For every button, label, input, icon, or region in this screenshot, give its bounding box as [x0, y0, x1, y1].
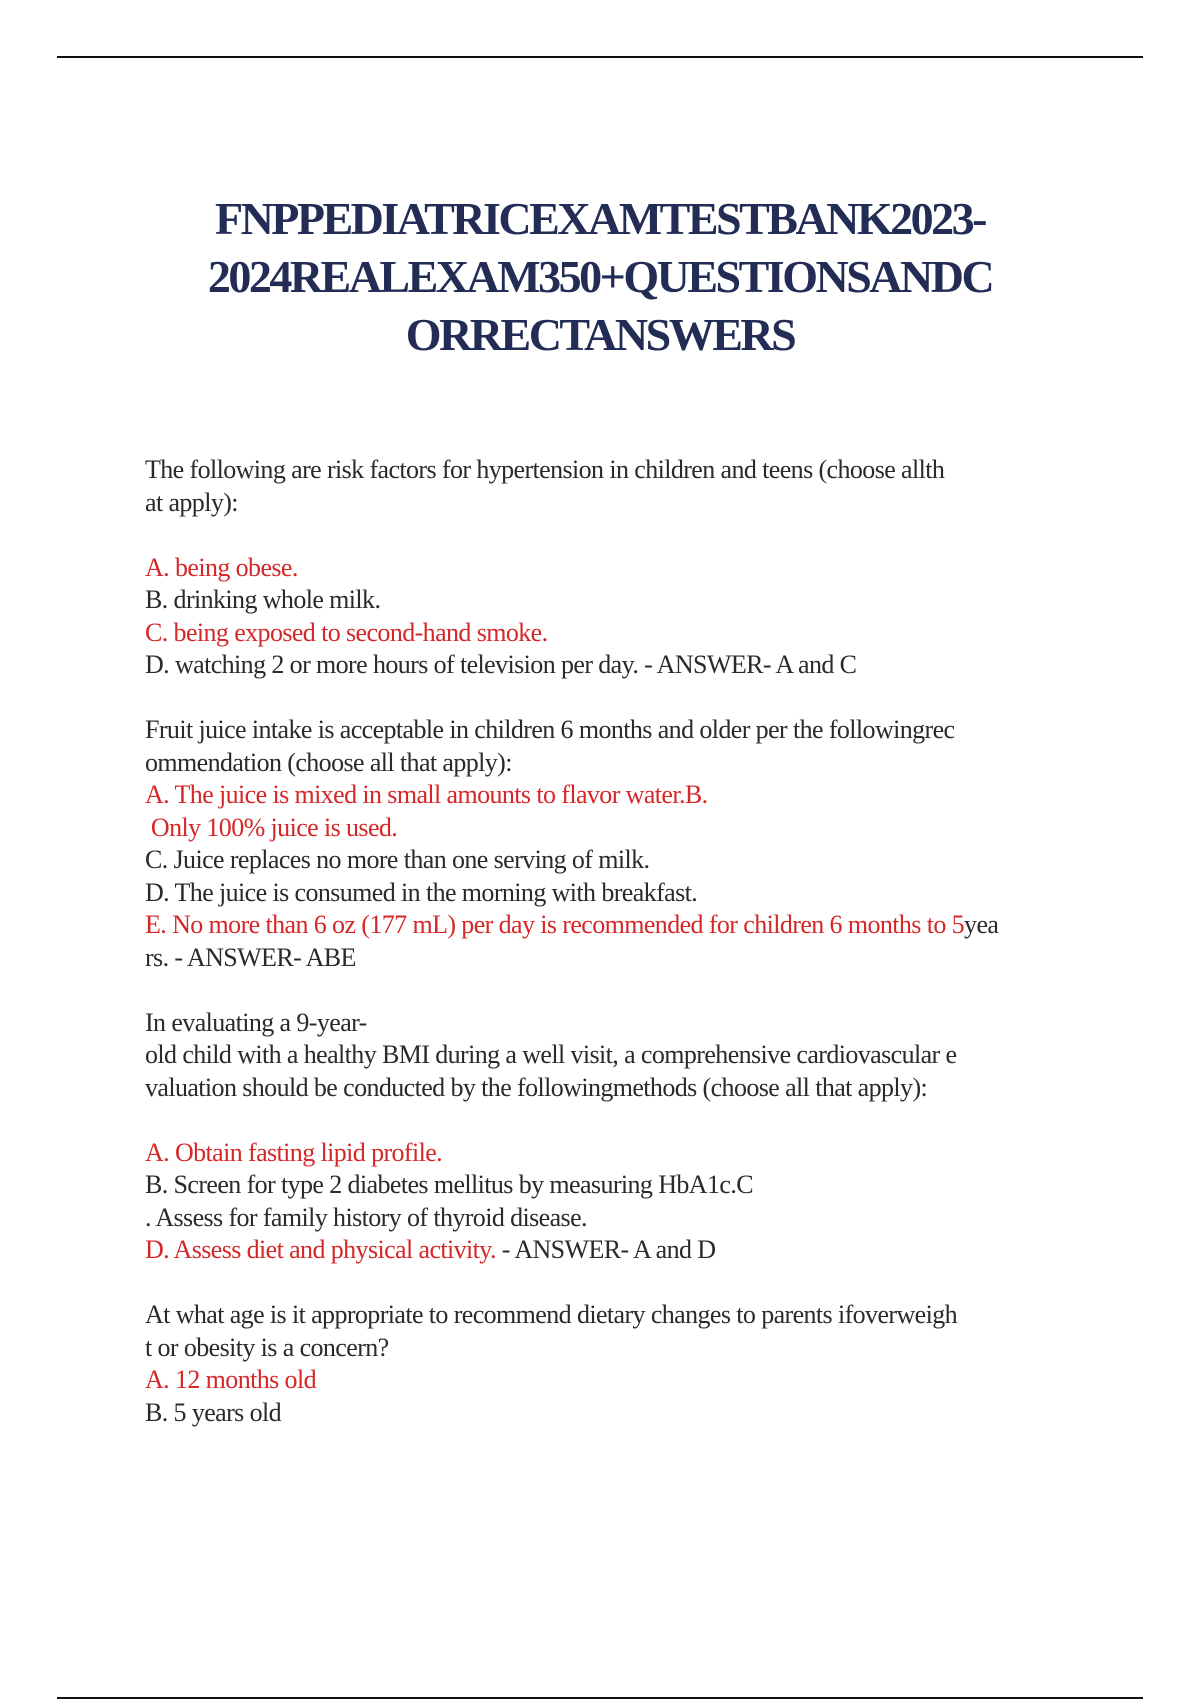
- title-line-2: 2024REALEXAM350+QUESTIONSANDC: [207, 251, 993, 302]
- q4-stem-line-2: t or obesity is a concern?: [145, 1332, 389, 1362]
- question-2: [145, 714, 1085, 974]
- q1-option-b: B. drinking whole milk.: [145, 585, 381, 614]
- q4-option-a: A. 12 months old: [145, 1365, 316, 1394]
- page-title: [100, 190, 1100, 364]
- q3-stem-line-2: old child with a healthy BMI during a well visit, a comprehensive cardiovascular e: [145, 1040, 957, 1069]
- q2-option-e: [145, 909, 1085, 942]
- q2-option-e-text: E. No more than 6 oz (177 mL) per day is recommended for children 6 months to 5: [145, 910, 965, 939]
- q3-stem-line-3: valuation should be conducted by the followingmethods (choose all that apply):: [145, 1072, 928, 1102]
- q4-option-b: B. 5 years old: [145, 1397, 282, 1427]
- top-rule: [57, 56, 1143, 58]
- q3-stem-line-1: In evaluating a 9-year-: [145, 1007, 367, 1037]
- q2-stem-line-2: ommendation (choose all that apply):: [145, 747, 512, 777]
- question-4: [145, 1299, 1085, 1429]
- document-body: [145, 454, 1085, 1429]
- q3-option-b: B. Screen for type 2 diabetes mellitus by measuring HbA1c.C: [145, 1170, 753, 1199]
- q3-option-a: A. Obtain fasting lipid profile.: [145, 1137, 443, 1167]
- q2-option-a: A. The juice is mixed in small amounts to flavor water.B.: [145, 780, 708, 809]
- title-line-1: FNPPEDIATRICEXAMTESTBANK2023-: [214, 193, 986, 244]
- q2-option-c: C. Juice replaces no more than one serving of milk.: [145, 845, 650, 874]
- q1-stem-line-1: The following are risk factors for hypertension in children and teens (choose allth: [145, 455, 945, 484]
- question-3: [145, 1007, 1085, 1267]
- q3-option-d-text: D. Assess diet and physical activity.: [145, 1235, 496, 1264]
- q3-option-d: [145, 1234, 1085, 1267]
- question-1: [145, 454, 1085, 682]
- q2-option-e-tail: yea: [964, 910, 999, 939]
- q2-answer-line: rs. - ANSWER- ABE: [145, 942, 356, 972]
- q4-stem-line-1: At what age is it appropriate to recommend dietary changes to parents ifoverweigh: [145, 1300, 957, 1329]
- q1-option-a: A. being obese.: [145, 552, 298, 582]
- q2-option-d: D. The juice is consumed in the morning with breakfast.: [145, 877, 698, 907]
- q1-option-c: C. being exposed to second-hand smoke.: [145, 617, 548, 647]
- title-line-3: ORRECTANSWERS: [405, 309, 795, 360]
- bottom-rule: [57, 1697, 1143, 1699]
- q3-option-c: . Assess for family history of thyroid disease.: [145, 1202, 587, 1232]
- q1-stem-line-2: at apply):: [145, 487, 238, 517]
- q1-option-d: D. watching 2 or more hours of television per day. - ANSWER- A and C: [145, 650, 857, 679]
- q3-answer: - ANSWER- A and D: [495, 1235, 716, 1264]
- q2-option-b: Only 100% juice is used.: [145, 812, 398, 842]
- q2-stem-line-1: Fruit juice intake is acceptable in children 6 months and older per the followingrec: [145, 715, 955, 744]
